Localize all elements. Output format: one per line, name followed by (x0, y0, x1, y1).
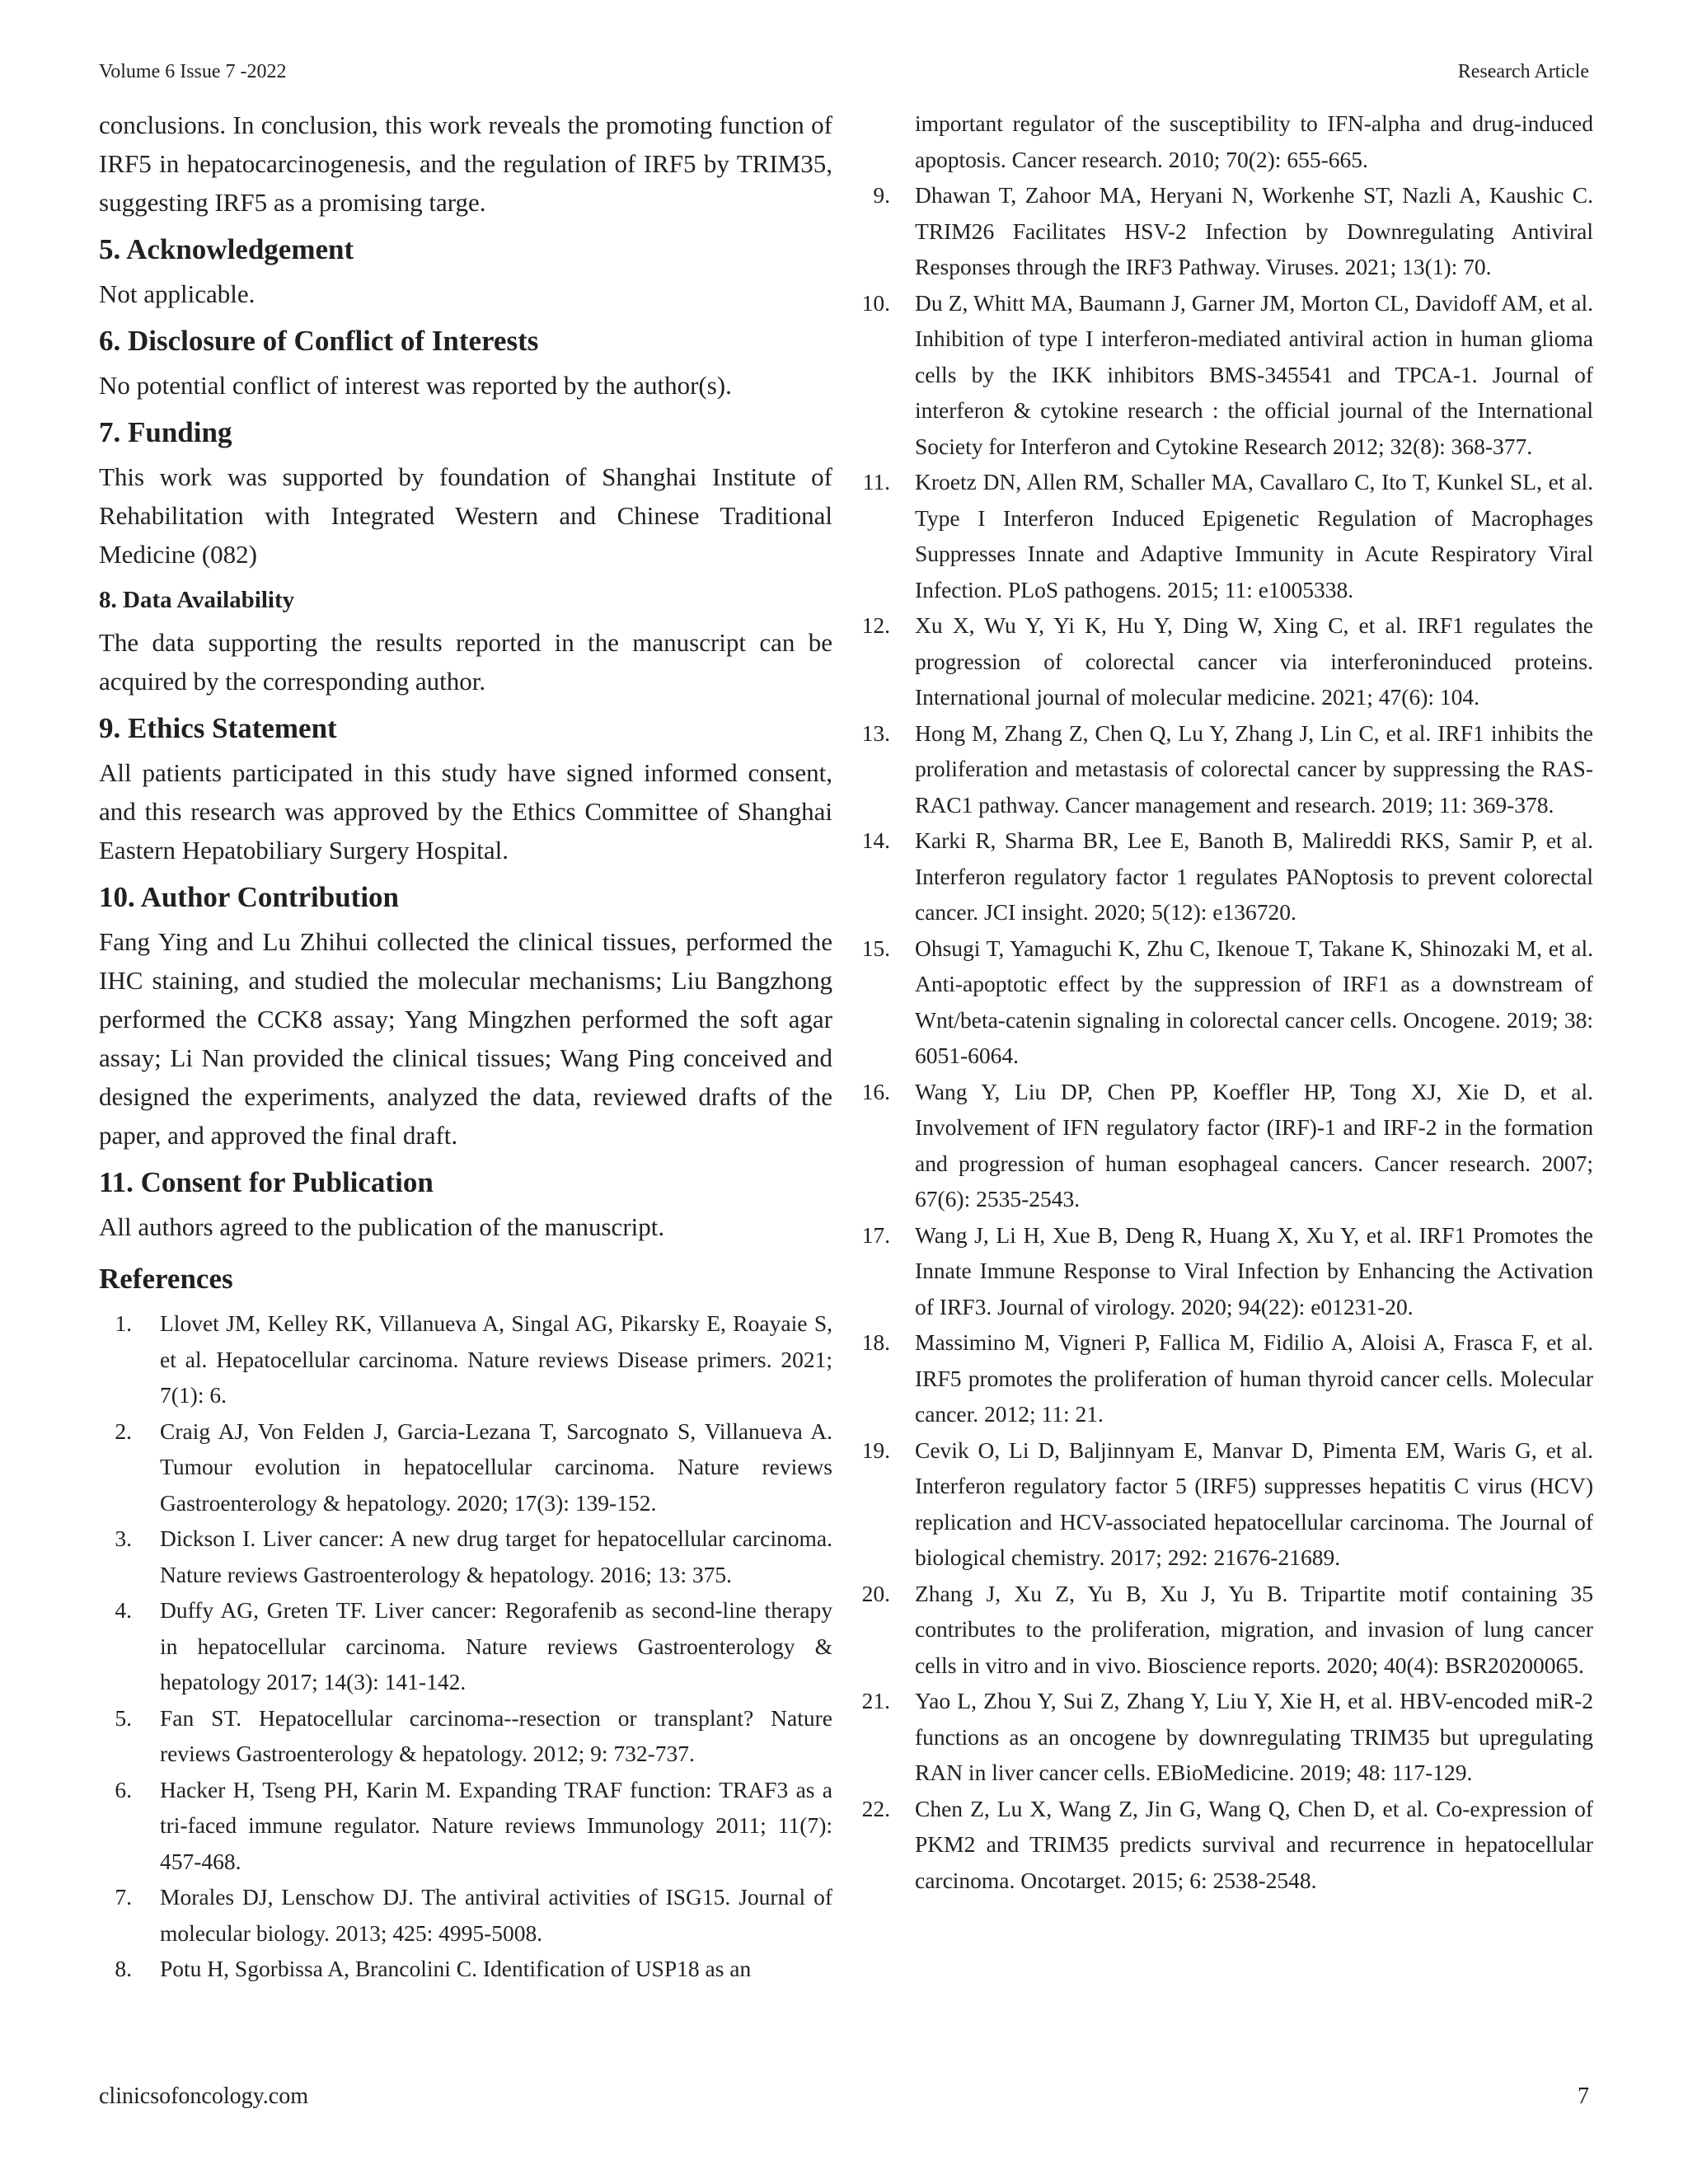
reference-number: 22. (861, 1795, 890, 1821)
reference-text: Dhawan T, Zahoor MA, Heryani N, Workenhe ST, Nazli A, Kaushic C. TRIM26 Facilitates HSV-2 Infection by Downregulating Antiviral Responses through the IRF3 Pathway. Viruses. 2021; 13(1): 70. (915, 182, 1593, 279)
section-title-ethics: 9. Ethics Statement (99, 712, 337, 744)
reference-text: Kroetz DN, Allen RM, Schaller MA, Cavallaro C, Ito T, Kunkel SL, et al. Type I Interferon Induced Epigenetic Regulation of Macrophages Suppresses Innate and Adaptive Immunity in Acute Respiratory Viral Infection. PLoS pathogens. 2015; 11: e1005338. (915, 469, 1593, 602)
reference-text: Duffy AG, Greten TF. Liver cancer: Regorafenib as second-line therapy in hepatocellular carcinoma. Nature reviews Gastroenterology & hepatology 2017; 14(3): 141-142. (160, 1597, 832, 1694)
page-header (99, 58, 1589, 86)
section-text-author-contribution: Fang Ying and Lu Zhihui collected the clinical tissues, performed the IHC staining, and studied the molecular mechanisms; Liu Bangzhong performed the CCK8 assay; Yang Mingzhen performed the soft agar assay; Li Nan provided the clinical tissues; Wang Ping conceived and designed the experiments, analyzed the data, reviewed drafts of the paper, and approved the final draft. (99, 927, 832, 1150)
page-footer (99, 2083, 1589, 2110)
reference-number: 8. (115, 1956, 132, 1981)
section-title-acknowledgement: 5. Acknowledgement (99, 233, 354, 265)
reference-number: 9. (873, 182, 890, 208)
reference-item (99, 1951, 832, 1987)
reference-item (99, 1700, 832, 1772)
reference-item (857, 1683, 1593, 1791)
reference-text: Dickson I. Liver cancer: A new drug target for hepatocellular carcinoma. Nature reviews Gastroenterology & hepatology. 2016; 13: 375. (160, 1526, 832, 1587)
reference-item (857, 1576, 1593, 1684)
reference-number: 6. (115, 1776, 132, 1802)
section-text-conflict: No potential conflict of interest was reported by the author(s). (99, 371, 732, 400)
conclusion-paragraph: conclusions. In conclusion, this work reveals the promoting function of IRF5 in hepatocarcinogenesis, and the regulation of IRF5 by TRIM35, suggesting IRF5 as a promising targe. (99, 110, 832, 217)
reference-item (857, 177, 1593, 285)
reference-text: Craig AJ, Von Felden J, Garcia-Lezana T, Sarcognato S, Villanueva A. Tumour evolution in hepatocellular carcinoma. Nature reviews Gastroenterology & hepatology. 2020; 17(3): 139-152. (160, 1418, 832, 1516)
reference-item (857, 464, 1593, 607)
reference-item (857, 1432, 1593, 1576)
reference-text: important regulator of the susceptibility to IFN-alpha and drug-induced apoptosis. Cancer research. 2010; 70(2): 655-665. (915, 110, 1593, 172)
reference-number: 15. (861, 935, 890, 961)
section-text-ethics: All patients participated in this study have signed informed consent, and this research was approved by the Ethics Committee of Shanghai Eastern Hepatobiliary Surgery Hospital. (99, 758, 832, 865)
reference-text: Wang J, Li H, Xue B, Deng R, Huang X, Xu Y, et al. IRF1 Promotes the Innate Immune Response to Viral Infection by Enhancing the Activation of IRF3. Journal of virology. 2020; 94(22): e01231-20. (915, 1221, 1593, 1319)
section-title-funding: 7. Funding (99, 416, 232, 448)
reference-text: Ohsugi T, Yamaguchi K, Zhu C, Ikenoue T, Takane K, Shinozaki M, et al. Anti-apoptotic effect by the suppression of IRF1 as a downstream of Wnt/beta-catenin signaling in colorectal cancer cells. Oncogene. 2019; 38: 6051-6064. (915, 935, 1593, 1068)
reference-item (857, 1791, 1593, 1899)
reference-text: Zhang J, Xu Z, Yu B, Xu J, Yu B. Tripartite motif containing 35 contributes to the proliferation, migration, and invasion of lung cancer cells in vitro and in vivo. Bioscience reports. 2020; 40(4): BSR20200065. (915, 1580, 1593, 1678)
reference-item (99, 1521, 832, 1592)
reference-number: 10. (861, 289, 890, 316)
reference-text: Xu X, Wu Y, Yi K, Hu Y, Ding W, Xing C, et al. IRF1 regulates the progression of colorectal cancer via interferoninduced proteins. International journal of molecular medicine. 2021; 47(6): 104. (915, 612, 1593, 710)
reference-text: Chen Z, Lu X, Wang Z, Jin G, Wang Q, Chen D, et al. Co-expression of PKM2 and TRIM35 predicts survival and recurrence in hepatocellular carcinoma. Oncotarget. 2015; 6: 2538-2548. (915, 1795, 1593, 1893)
reference-text: Potu H, Sgorbissa A, Brancolini C. Identification of USP18 as an (160, 1956, 752, 1981)
reference-number: 21. (861, 1688, 890, 1713)
reference-item (99, 1772, 832, 1880)
reference-number: 19. (861, 1436, 890, 1463)
reference-number: 18. (861, 1329, 890, 1355)
reference-number: 5. (115, 1704, 132, 1731)
reference-item (857, 607, 1593, 715)
right-column (857, 105, 1593, 1898)
section-title-data-availability: 8. Data Availability (99, 587, 295, 613)
reference-text: Hacker H, Tseng PH, Karin M. Expanding TRAF function: TRAF3 as a tri-faced immune regulator. Nature reviews Immunology 2011; 11(7): 457-468. (160, 1776, 832, 1874)
section-text-consent: All authors agreed to the publication of the manuscript. (99, 1212, 665, 1241)
reference-text: Karki R, Sharma BR, Lee E, Banoth B, Malireddi RKS, Samir P, et al. Interferon regulatory factor 1 regulates PANoptosis to prevent colorectal cancer. JCI insight. 2020; 5(12): e136720. (915, 827, 1593, 925)
reference-number: 4. (115, 1597, 132, 1623)
reference-text: Wang Y, Liu DP, Chen PP, Koeffler HP, Tong XJ, Xie D, et al. Involvement of IFN regulatory factor (IRF)-1 and IRF-2 in the formation and progression of human esophageal cancers. Cancer research. 2007; 67(6): 2535-2543. (915, 1078, 1593, 1212)
reference-item (857, 285, 1593, 465)
reference-number: 13. (861, 719, 890, 746)
section-title-conflict: 6. Disclosure of Conflict of Interests (99, 325, 539, 357)
reference-number: 14. (861, 827, 890, 853)
reference-number: 1. (115, 1310, 132, 1336)
reference-number: 20. (861, 1580, 890, 1606)
reference-item (857, 823, 1593, 930)
reference-item (857, 930, 1593, 1074)
reference-number: 7. (115, 1884, 132, 1910)
reference-number: 12. (861, 612, 890, 638)
reference-item (857, 715, 1593, 823)
article-type-label: Research Article (1457, 60, 1589, 82)
section-text-funding: This work was supported by foundation of Shanghai Institute of Rehabilitation with Integrated Western and Chinese Traditional Medicine (082) (99, 462, 832, 569)
reference-number: 3. (115, 1526, 132, 1551)
reference-text: Hong M, Zhang Z, Chen Q, Lu Y, Zhang J, Lin C, et al. IRF1 inhibits the proliferation and metastasis of colorectal cancer by suppressing the RAS-RAC1 pathway. Cancer management and research. 2019; 11: 369-378. (915, 719, 1593, 818)
reference-number: 2. (115, 1418, 132, 1444)
reference-item (99, 1413, 832, 1521)
reference-number: 11. (862, 469, 890, 494)
reference-item (857, 1324, 1593, 1432)
reference-text: Fan ST. Hepatocellular carcinoma--resection or transplant? Nature reviews Gastroenterology & hepatology. 2012; 9: 732-737. (160, 1704, 832, 1766)
reference-item (857, 1217, 1593, 1325)
references-heading: References (99, 1263, 233, 1295)
reference-text: Yao L, Zhou Y, Sui Z, Zhang Y, Liu Y, Xie H, et al. HBV-encoded miR-2 functions as an oncogene by downregulating TRIM35 but upregulating RAN in liver cancer cells. EBioMedicine. 2019; 48: 117-129. (915, 1688, 1593, 1785)
reference-text: Cevik O, Li D, Baljinnyam E, Manvar D, Pimenta EM, Waris G, et al. Interferon regulatory factor 5 (IRF5) suppresses hepatitis C virus (HCV) replication and HCV-associated hepatocellular carcinoma. The Journal of biological chemistry. 2017; 292: 21676-21689. (915, 1436, 1593, 1570)
reference-item (99, 1305, 832, 1413)
volume-label: Volume 6 Issue 7 -2022 (99, 60, 287, 82)
reference-number: 17. (861, 1221, 890, 1248)
reference-number: 16. (861, 1078, 890, 1104)
section-title-author-contribution: 10. Author Contribution (99, 881, 400, 913)
reference-list-left (99, 1305, 832, 1987)
reference-item (857, 1074, 1593, 1217)
left-column (99, 105, 832, 1987)
reference-list-right (857, 105, 1593, 1898)
reference-text: Massimino M, Vigneri P, Fallica M, Fidilio A, Aloisi A, Frasca F, et al. IRF5 promotes the proliferation of human thyroid cancer cells. Molecular cancer. 2012; 11: 21. (915, 1329, 1593, 1427)
reference-text: Llovet JM, Kelley RK, Villanueva A, Singal AG, Pikarsky E, Roayaie S, et al. Hepatocellular carcinoma. Nature reviews Disease primers. 2021; 7(1): 6. (160, 1310, 832, 1408)
reference-item (99, 1592, 832, 1700)
journal-site[interactable]: clinicsofoncology.com (99, 2083, 309, 2109)
section-text-data-availability: The data supporting the results reported in the manuscript can be acquired by the corresponding author. (99, 628, 832, 696)
section-text-acknowledgement: Not applicable. (99, 279, 256, 308)
reference-text: Du Z, Whitt MA, Baumann J, Garner JM, Morton CL, Davidoff AM, et al. Inhibition of type I interferon-mediated antiviral action in human glioma cells by the IKK inhibitors BMS-345541 and TPCA-1. Journal of interferon & cytokine research : the official journal of the International Society for Interferon and Cytokine Research 2012; 32(8): 368-377. (915, 289, 1593, 459)
reference-text: Morales DJ, Lenschow DJ. The antiviral activities of ISG15. Journal of molecular biology. 2013; 425: 4995-5008. (160, 1884, 832, 1946)
section-title-consent: 11. Consent for Publication (99, 1166, 434, 1198)
reference-item (99, 1879, 832, 1951)
page-number: 7 (1578, 2083, 1589, 2109)
reference-item-continued (857, 105, 1593, 177)
